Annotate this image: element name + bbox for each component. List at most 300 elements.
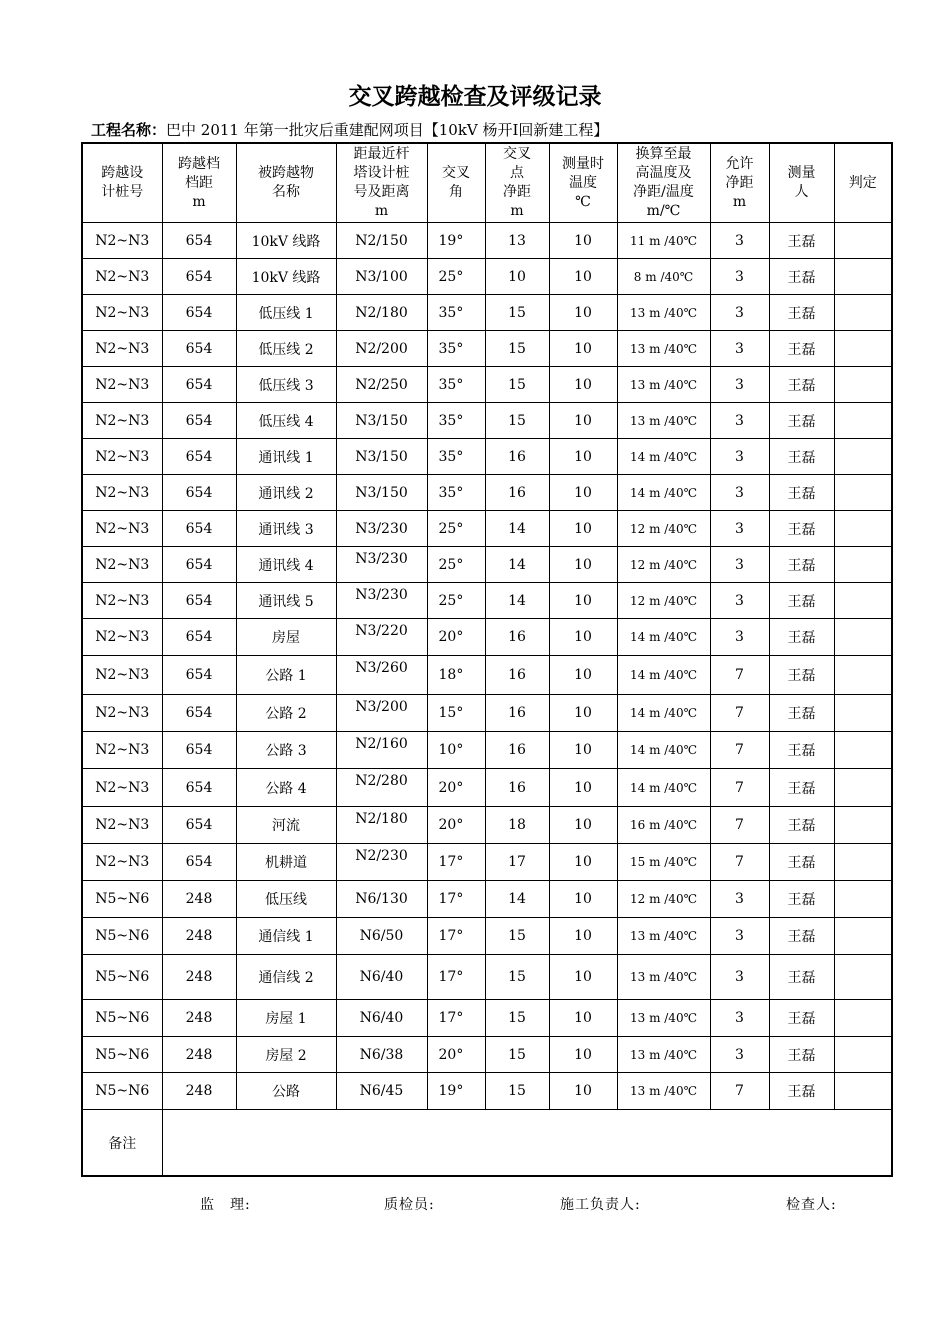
table-row xyxy=(82,403,892,439)
cell-temperature: 10 xyxy=(549,881,617,918)
cell-angle: 17° xyxy=(427,881,485,918)
cell-span: 654 xyxy=(162,439,236,475)
cell-person: 王磊 xyxy=(769,1000,834,1037)
cell-judge[interactable] xyxy=(834,1073,892,1110)
cell-person: 王磊 xyxy=(769,259,834,295)
cell-distance: N2/160 xyxy=(336,732,427,769)
signature-supervisor: 监 理: xyxy=(200,1197,251,1213)
cell-person: 王磊 xyxy=(769,439,834,475)
cell-person: 王磊 xyxy=(769,367,834,403)
cell-angle: 25° xyxy=(427,511,485,547)
cell-distance: N2/280 xyxy=(336,769,427,807)
cell-temperature: 10 xyxy=(549,695,617,732)
table-row xyxy=(82,367,892,403)
cell-clearance: 14 xyxy=(485,511,549,547)
cell-pile: N5~N6 xyxy=(82,918,162,955)
cell-angle: 35° xyxy=(427,439,485,475)
cell-distance: N2/180 xyxy=(336,807,427,844)
cell-allowed: 3 xyxy=(710,367,769,403)
cell-span: 654 xyxy=(162,295,236,331)
cell-object: 低压线 1 xyxy=(236,295,336,331)
cell-angle: 20° xyxy=(427,619,485,656)
cell-clearance: 16 xyxy=(485,695,549,732)
cell-converted: 11 m /40℃ xyxy=(617,223,710,259)
cell-clearance: 14 xyxy=(485,547,549,583)
cell-span: 654 xyxy=(162,403,236,439)
cell-converted: 14 m /40℃ xyxy=(617,695,710,732)
cell-temperature: 10 xyxy=(549,732,617,769)
cell-pile: N2~N3 xyxy=(82,295,162,331)
cell-object: 房屋 xyxy=(236,619,336,656)
cell-span: 248 xyxy=(162,1000,236,1037)
cell-judge[interactable] xyxy=(834,259,892,295)
table-row xyxy=(82,547,892,583)
cell-converted: 13 m /40℃ xyxy=(617,918,710,955)
cell-pile: N2~N3 xyxy=(82,367,162,403)
cell-clearance: 14 xyxy=(485,583,549,619)
cell-clearance: 15 xyxy=(485,367,549,403)
signature-checker: 检查人: xyxy=(786,1197,837,1213)
cell-span: 654 xyxy=(162,732,236,769)
cell-distance: N2/180 xyxy=(336,295,427,331)
header-pile: 跨越设 计桩号 xyxy=(82,143,162,223)
cell-object: 低压线 2 xyxy=(236,331,336,367)
cell-converted: 13 m /40℃ xyxy=(617,367,710,403)
cell-converted: 14 m /40℃ xyxy=(617,769,710,807)
cell-temperature: 10 xyxy=(549,547,617,583)
cell-temperature: 10 xyxy=(549,475,617,511)
cell-temperature: 10 xyxy=(549,259,617,295)
cell-judge[interactable] xyxy=(834,918,892,955)
cell-angle: 20° xyxy=(427,1037,485,1073)
table-row xyxy=(82,955,892,1000)
cell-clearance: 15 xyxy=(485,955,549,1000)
cell-temperature: 10 xyxy=(549,769,617,807)
header-object: 被跨越物 名称 xyxy=(236,143,336,223)
table-row xyxy=(82,1000,892,1037)
cell-judge[interactable] xyxy=(834,547,892,583)
cell-object: 公路 xyxy=(236,1073,336,1110)
cell-person: 王磊 xyxy=(769,844,834,881)
cell-converted: 12 m /40℃ xyxy=(617,547,710,583)
cell-pile: N5~N6 xyxy=(82,1073,162,1110)
cell-angle: 17° xyxy=(427,918,485,955)
header-angle: 交叉 角 xyxy=(427,143,485,223)
cell-pile: N2~N3 xyxy=(82,511,162,547)
cell-allowed: 7 xyxy=(710,656,769,695)
table-row xyxy=(82,511,892,547)
cell-temperature: 10 xyxy=(549,1037,617,1073)
cell-object: 低压线 3 xyxy=(236,367,336,403)
cell-span: 654 xyxy=(162,331,236,367)
table-row xyxy=(82,439,892,475)
cell-object: 通讯线 3 xyxy=(236,511,336,547)
cell-person: 王磊 xyxy=(769,807,834,844)
cell-span: 654 xyxy=(162,583,236,619)
cell-object: 公路 2 xyxy=(236,695,336,732)
cell-converted: 15 m /40℃ xyxy=(617,844,710,881)
cell-clearance: 16 xyxy=(485,769,549,807)
cell-allowed: 3 xyxy=(710,295,769,331)
table-row xyxy=(82,259,892,295)
cell-allowed: 7 xyxy=(710,695,769,732)
cell-clearance: 16 xyxy=(485,732,549,769)
cell-temperature: 10 xyxy=(549,331,617,367)
cell-span: 654 xyxy=(162,367,236,403)
cell-pile: N5~N6 xyxy=(82,955,162,1000)
cell-span: 654 xyxy=(162,511,236,547)
cell-temperature: 10 xyxy=(549,844,617,881)
cell-allowed: 3 xyxy=(710,511,769,547)
cell-allowed: 3 xyxy=(710,223,769,259)
cell-angle: 19° xyxy=(427,1073,485,1110)
cell-object: 通信线 1 xyxy=(236,918,336,955)
cell-distance: N3/150 xyxy=(336,403,427,439)
cell-allowed: 3 xyxy=(710,881,769,918)
cell-pile: N2~N3 xyxy=(82,439,162,475)
cell-clearance: 16 xyxy=(485,619,549,656)
cell-distance: N3/200 xyxy=(336,695,427,732)
cell-distance: N2/230 xyxy=(336,844,427,881)
cell-judge[interactable] xyxy=(834,511,892,547)
remark-label: 备注 xyxy=(82,1110,162,1177)
cell-converted: 14 m /40℃ xyxy=(617,619,710,656)
cell-allowed: 3 xyxy=(710,1000,769,1037)
cell-distance: N3/100 xyxy=(336,259,427,295)
cell-judge[interactable] xyxy=(834,583,892,619)
cell-angle: 35° xyxy=(427,331,485,367)
cell-converted: 16 m /40℃ xyxy=(617,807,710,844)
cell-allowed: 7 xyxy=(710,844,769,881)
cell-allowed: 3 xyxy=(710,583,769,619)
cell-allowed: 3 xyxy=(710,547,769,583)
cell-person: 王磊 xyxy=(769,547,834,583)
cell-person: 王磊 xyxy=(769,619,834,656)
cell-pile: N2~N3 xyxy=(82,259,162,295)
cell-span: 654 xyxy=(162,223,236,259)
cell-allowed: 3 xyxy=(710,259,769,295)
cell-pile: N2~N3 xyxy=(82,732,162,769)
cell-object: 低压线 xyxy=(236,881,336,918)
cell-person: 王磊 xyxy=(769,475,834,511)
cell-angle: 15° xyxy=(427,695,485,732)
cell-judge[interactable] xyxy=(834,1000,892,1037)
cell-temperature: 10 xyxy=(549,511,617,547)
cell-judge[interactable] xyxy=(834,695,892,732)
remark-value[interactable] xyxy=(162,1110,892,1177)
table-row xyxy=(82,695,892,732)
header-span: 跨越档 档距 m xyxy=(162,143,236,223)
remark-row xyxy=(82,1110,892,1177)
cell-judge[interactable] xyxy=(834,475,892,511)
page-title: 交叉跨越检查及评级记录 xyxy=(348,84,602,110)
cell-span: 654 xyxy=(162,807,236,844)
cell-span: 248 xyxy=(162,918,236,955)
signature-inspector: 质检员: xyxy=(384,1197,435,1213)
cell-span: 654 xyxy=(162,656,236,695)
cell-clearance: 15 xyxy=(485,1037,549,1073)
table-row xyxy=(82,1073,892,1110)
cell-pile: N2~N3 xyxy=(82,695,162,732)
cell-pile: N2~N3 xyxy=(82,619,162,656)
cell-span: 654 xyxy=(162,475,236,511)
cell-converted: 14 m /40℃ xyxy=(617,475,710,511)
table-row xyxy=(82,732,892,769)
cell-distance: N3/260 xyxy=(336,656,427,695)
cell-pile: N2~N3 xyxy=(82,656,162,695)
cell-temperature: 10 xyxy=(549,403,617,439)
cell-judge[interactable] xyxy=(834,881,892,918)
cell-converted: 13 m /40℃ xyxy=(617,331,710,367)
cell-object: 公路 3 xyxy=(236,732,336,769)
cell-object: 通讯线 4 xyxy=(236,547,336,583)
table-row xyxy=(82,881,892,918)
cell-distance: N6/40 xyxy=(336,1000,427,1037)
cell-judge[interactable] xyxy=(834,769,892,807)
cell-converted: 12 m /40℃ xyxy=(617,511,710,547)
table-row xyxy=(82,807,892,844)
cell-angle: 17° xyxy=(427,844,485,881)
cell-object: 通讯线 5 xyxy=(236,583,336,619)
cell-object: 房屋 1 xyxy=(236,1000,336,1037)
cell-allowed: 7 xyxy=(710,769,769,807)
cell-span: 654 xyxy=(162,695,236,732)
table-header-row xyxy=(82,143,892,223)
cell-allowed: 3 xyxy=(710,1037,769,1073)
cell-pile: N2~N3 xyxy=(82,807,162,844)
cell-temperature: 10 xyxy=(549,583,617,619)
cell-judge[interactable] xyxy=(834,295,892,331)
cell-person: 王磊 xyxy=(769,511,834,547)
cell-clearance: 14 xyxy=(485,881,549,918)
table-row xyxy=(82,918,892,955)
header-clearance: 交叉 点 净距 m xyxy=(485,143,549,223)
cell-angle: 17° xyxy=(427,955,485,1000)
cell-span: 654 xyxy=(162,547,236,583)
table-row xyxy=(82,1037,892,1073)
cell-judge[interactable] xyxy=(834,955,892,1000)
cell-object: 公路 1 xyxy=(236,656,336,695)
cell-allowed: 7 xyxy=(710,732,769,769)
cell-person: 王磊 xyxy=(769,331,834,367)
cell-judge[interactable] xyxy=(834,1037,892,1073)
cell-distance: N6/45 xyxy=(336,1073,427,1110)
cell-span: 248 xyxy=(162,1037,236,1073)
cell-clearance: 15 xyxy=(485,331,549,367)
cell-clearance: 10 xyxy=(485,259,549,295)
cell-angle: 25° xyxy=(427,547,485,583)
cell-converted: 13 m /40℃ xyxy=(617,1073,710,1110)
cell-person: 王磊 xyxy=(769,955,834,1000)
cell-converted: 8 m /40℃ xyxy=(617,259,710,295)
cell-temperature: 10 xyxy=(549,1000,617,1037)
cell-object: 10kV 线路 xyxy=(236,259,336,295)
table-row xyxy=(82,331,892,367)
cell-object: 通讯线 2 xyxy=(236,475,336,511)
cell-allowed: 3 xyxy=(710,331,769,367)
cell-clearance: 15 xyxy=(485,403,549,439)
cell-judge[interactable] xyxy=(834,807,892,844)
cell-clearance: 16 xyxy=(485,656,549,695)
cell-judge[interactable] xyxy=(834,732,892,769)
cell-temperature: 10 xyxy=(549,1073,617,1110)
table-row xyxy=(82,223,892,259)
cell-clearance: 15 xyxy=(485,1073,549,1110)
cell-pile: N2~N3 xyxy=(82,223,162,259)
header-distance: 距最近杆 塔设计桩 号及距离 m xyxy=(336,143,427,223)
cell-pile: N2~N3 xyxy=(82,844,162,881)
cell-clearance: 18 xyxy=(485,807,549,844)
cell-person: 王磊 xyxy=(769,1037,834,1073)
cell-pile: N2~N3 xyxy=(82,403,162,439)
cell-distance: N2/150 xyxy=(336,223,427,259)
cell-converted: 13 m /40℃ xyxy=(617,295,710,331)
cell-distance: N3/220 xyxy=(336,619,427,656)
cell-distance: N6/38 xyxy=(336,1037,427,1073)
cell-distance: N3/230 xyxy=(336,547,427,583)
header-converted: 换算至最 高温度及 净距/温度 m/℃ xyxy=(617,143,710,223)
cell-judge[interactable] xyxy=(834,656,892,695)
cell-pile: N2~N3 xyxy=(82,475,162,511)
cell-object: 通信线 2 xyxy=(236,955,336,1000)
cell-angle: 35° xyxy=(427,367,485,403)
cell-converted: 12 m /40℃ xyxy=(617,583,710,619)
cell-distance: N6/40 xyxy=(336,955,427,1000)
cell-temperature: 10 xyxy=(549,295,617,331)
cell-judge[interactable] xyxy=(834,619,892,656)
cell-person: 王磊 xyxy=(769,295,834,331)
cell-angle: 35° xyxy=(427,295,485,331)
cell-distance: N2/250 xyxy=(336,367,427,403)
table-row xyxy=(82,583,892,619)
cell-distance: N3/230 xyxy=(336,583,427,619)
cell-pile: N5~N6 xyxy=(82,1000,162,1037)
cell-allowed: 3 xyxy=(710,475,769,511)
cell-temperature: 10 xyxy=(549,656,617,695)
cell-object: 公路 4 xyxy=(236,769,336,807)
cell-allowed: 3 xyxy=(710,955,769,1000)
header-temperature: 测量时 温度 ℃ xyxy=(549,143,617,223)
cell-clearance: 15 xyxy=(485,295,549,331)
cell-pile: N2~N3 xyxy=(82,769,162,807)
cell-object: 低压线 4 xyxy=(236,403,336,439)
table-row xyxy=(82,844,892,881)
cell-judge[interactable] xyxy=(834,403,892,439)
cell-allowed: 7 xyxy=(710,1073,769,1110)
cell-judge[interactable] xyxy=(834,367,892,403)
cell-judge[interactable] xyxy=(834,331,892,367)
cell-allowed: 3 xyxy=(710,619,769,656)
table-row xyxy=(82,769,892,807)
header-person: 测量 人 xyxy=(769,143,834,223)
cell-distance: N2/200 xyxy=(336,331,427,367)
cell-temperature: 10 xyxy=(549,223,617,259)
cell-clearance: 16 xyxy=(485,475,549,511)
cell-clearance: 15 xyxy=(485,1000,549,1037)
cell-temperature: 10 xyxy=(549,367,617,403)
cell-angle: 20° xyxy=(427,807,485,844)
cell-object: 房屋 2 xyxy=(236,1037,336,1073)
cell-converted: 12 m /40℃ xyxy=(617,881,710,918)
cell-clearance: 16 xyxy=(485,439,549,475)
cell-distance: N3/150 xyxy=(336,439,427,475)
cell-judge[interactable] xyxy=(834,223,892,259)
project-name-label: 工程名称： xyxy=(91,121,167,139)
cell-person: 王磊 xyxy=(769,732,834,769)
signature-construction-lead: 施工负责人: xyxy=(560,1197,641,1213)
cell-person: 王磊 xyxy=(769,583,834,619)
cell-object: 河流 xyxy=(236,807,336,844)
cell-span: 248 xyxy=(162,1073,236,1110)
cell-angle: 25° xyxy=(427,259,485,295)
cell-distance: N3/150 xyxy=(336,475,427,511)
cell-converted: 13 m /40℃ xyxy=(617,1037,710,1073)
cell-person: 王磊 xyxy=(769,1073,834,1110)
cell-converted: 13 m /40℃ xyxy=(617,1000,710,1037)
cell-span: 654 xyxy=(162,769,236,807)
cell-judge[interactable] xyxy=(834,439,892,475)
cell-person: 王磊 xyxy=(769,881,834,918)
header-allowed: 允许 净距 m xyxy=(710,143,769,223)
cell-span: 654 xyxy=(162,619,236,656)
cell-person: 王磊 xyxy=(769,769,834,807)
cell-allowed: 7 xyxy=(710,807,769,844)
cell-pile: N2~N3 xyxy=(82,331,162,367)
cell-temperature: 10 xyxy=(549,807,617,844)
cell-object: 通讯线 1 xyxy=(236,439,336,475)
table-row xyxy=(82,656,892,695)
cell-angle: 35° xyxy=(427,403,485,439)
table-row xyxy=(82,475,892,511)
project-name-line xyxy=(91,119,608,140)
crossing-record-table xyxy=(81,142,893,1177)
cell-clearance: 13 xyxy=(485,223,549,259)
cell-converted: 14 m /40℃ xyxy=(617,732,710,769)
cell-converted: 14 m /40℃ xyxy=(617,656,710,695)
cell-clearance: 17 xyxy=(485,844,549,881)
cell-pile: N5~N6 xyxy=(82,1037,162,1073)
cell-temperature: 10 xyxy=(549,439,617,475)
cell-temperature: 10 xyxy=(549,918,617,955)
cell-angle: 25° xyxy=(427,583,485,619)
cell-person: 王磊 xyxy=(769,695,834,732)
header-judge: 判定 xyxy=(834,143,892,223)
cell-distance: N6/130 xyxy=(336,881,427,918)
cell-converted: 13 m /40℃ xyxy=(617,955,710,1000)
cell-distance: N3/230 xyxy=(336,511,427,547)
cell-judge[interactable] xyxy=(834,844,892,881)
cell-converted: 14 m /40℃ xyxy=(617,439,710,475)
cell-span: 654 xyxy=(162,259,236,295)
cell-span: 248 xyxy=(162,881,236,918)
cell-converted: 13 m /40℃ xyxy=(617,403,710,439)
cell-angle: 35° xyxy=(427,475,485,511)
cell-distance: N6/50 xyxy=(336,918,427,955)
table-row xyxy=(82,619,892,656)
cell-span: 248 xyxy=(162,955,236,1000)
cell-angle: 17° xyxy=(427,1000,485,1037)
cell-angle: 20° xyxy=(427,769,485,807)
cell-allowed: 3 xyxy=(710,403,769,439)
cell-allowed: 3 xyxy=(710,439,769,475)
cell-object: 机耕道 xyxy=(236,844,336,881)
project-name-value: 巴中 2011 年第一批灾后重建配网项目【10kV 杨开Ⅰ回新建工程】 xyxy=(166,121,609,139)
cell-pile: N2~N3 xyxy=(82,547,162,583)
cell-person: 王磊 xyxy=(769,403,834,439)
cell-pile: N5~N6 xyxy=(82,881,162,918)
cell-allowed: 3 xyxy=(710,918,769,955)
cell-span: 654 xyxy=(162,844,236,881)
